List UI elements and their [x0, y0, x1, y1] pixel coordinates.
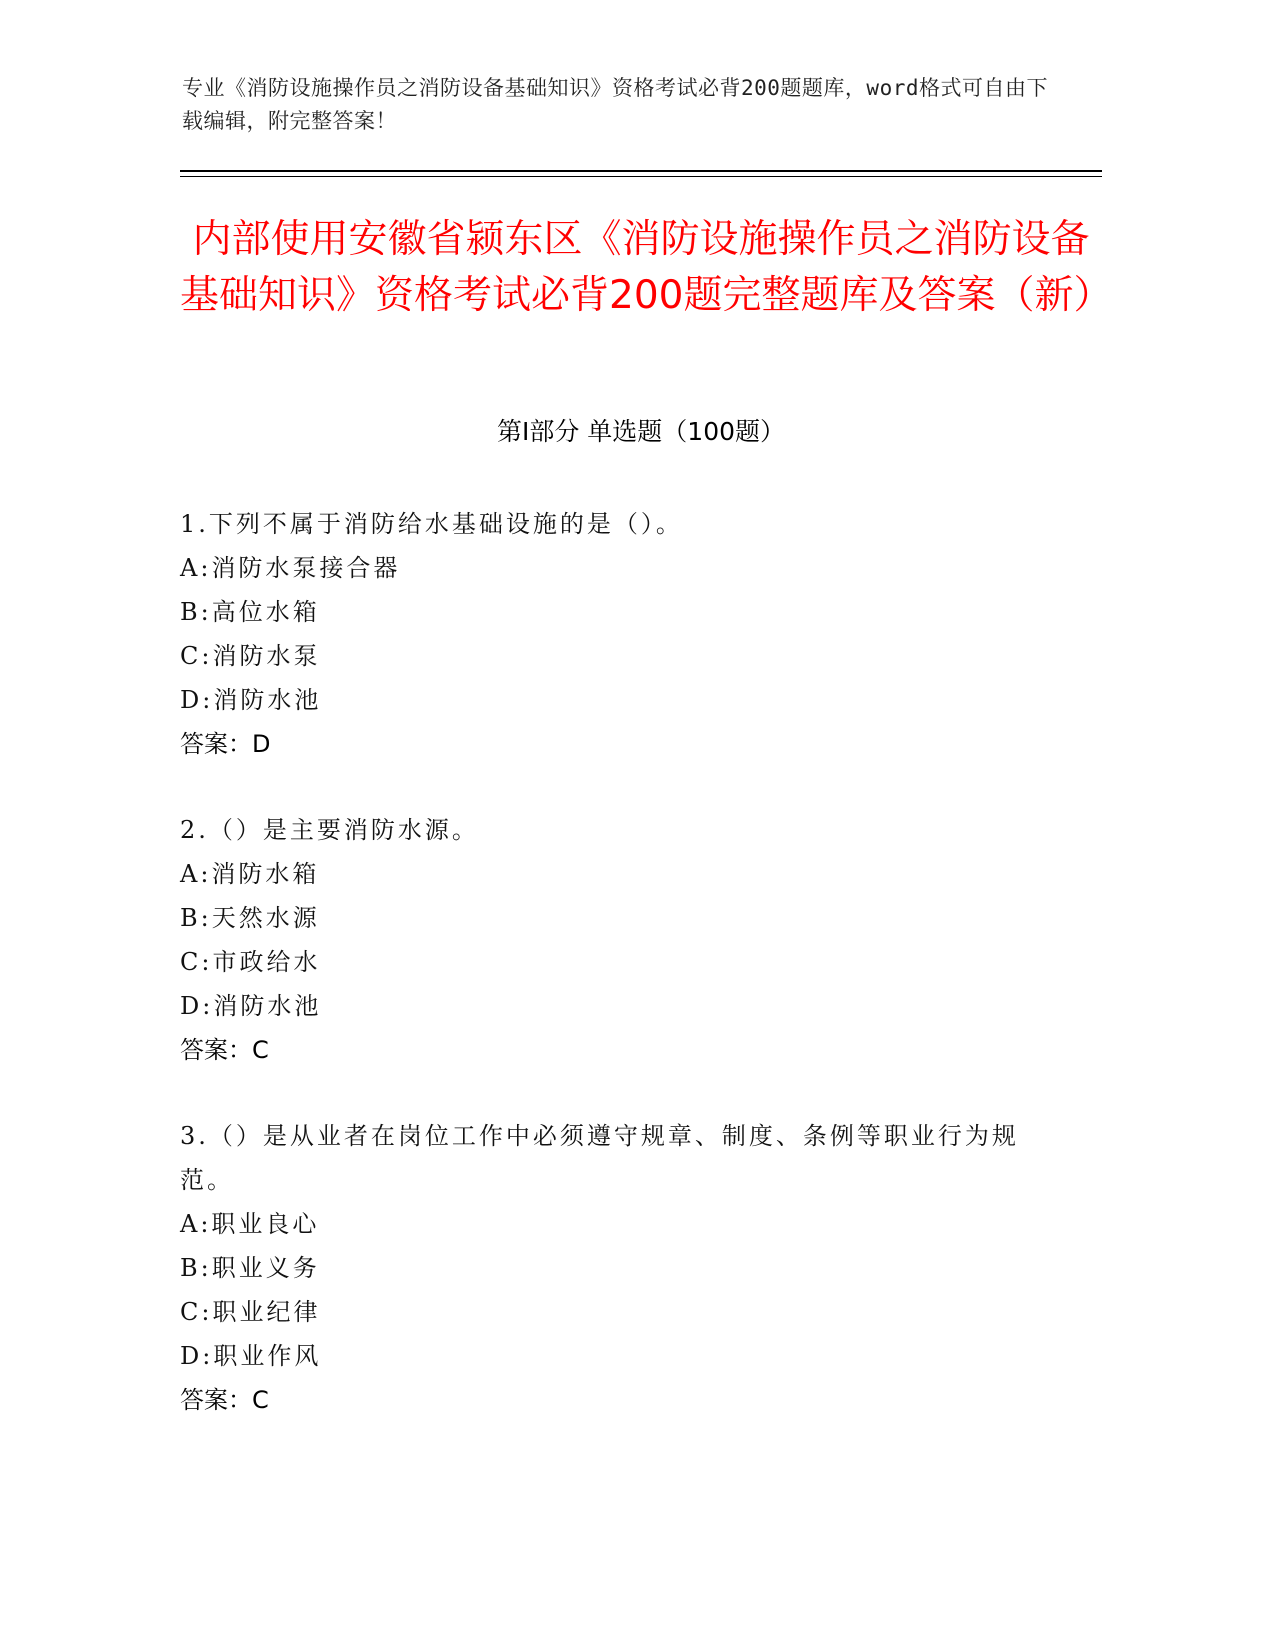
option-a: A:消防水箱	[180, 860, 320, 888]
question-stem: 2.（）是主要消防水源。	[180, 816, 479, 844]
option-a: A:消防水泵接合器	[180, 554, 401, 582]
header-note: 专业《消防设施操作员之消防设备基础知识》资格考试必背200题题库，word格式可自由下载编辑，附完整答案！	[182, 76, 1048, 133]
answer: 答案：C	[180, 1036, 269, 1064]
document-title: 内部使用安徽省颍东区《消防设施操作员之消防设备基础知识》资格考试必背200题完整题库及答案（新）	[180, 217, 1113, 318]
answer: 答案：D	[180, 730, 271, 758]
option-b: B:职业义务	[180, 1254, 320, 1282]
option-d: D:消防水池	[180, 686, 322, 714]
question-stem: 3.（）是从业者在岗位工作中必须遵守规章、制度、条例等职业行为规范。	[180, 1122, 1019, 1194]
question-3	[180, 1114, 1060, 1422]
option-c: C:职业纪律	[180, 1298, 321, 1326]
question-2	[180, 808, 1060, 1072]
option-b: B:高位水箱	[180, 598, 320, 626]
header-rule-thin	[180, 176, 1102, 177]
question-stem: 1.下列不属于消防给水基础设施的是（）。	[180, 510, 683, 538]
section-heading: 第Ⅰ部分 单选题（100题）	[496, 417, 786, 446]
question-1	[180, 502, 1060, 766]
option-b: B:天然水源	[180, 904, 320, 932]
option-a: A:职业良心	[180, 1210, 320, 1238]
option-c: C:消防水泵	[180, 642, 321, 670]
answer: 答案：C	[180, 1386, 269, 1414]
option-d: D:职业作风	[180, 1342, 322, 1370]
option-d: D:消防水池	[180, 992, 322, 1020]
option-c: C:市政给水	[180, 948, 321, 976]
header-rule-thick	[180, 170, 1102, 172]
